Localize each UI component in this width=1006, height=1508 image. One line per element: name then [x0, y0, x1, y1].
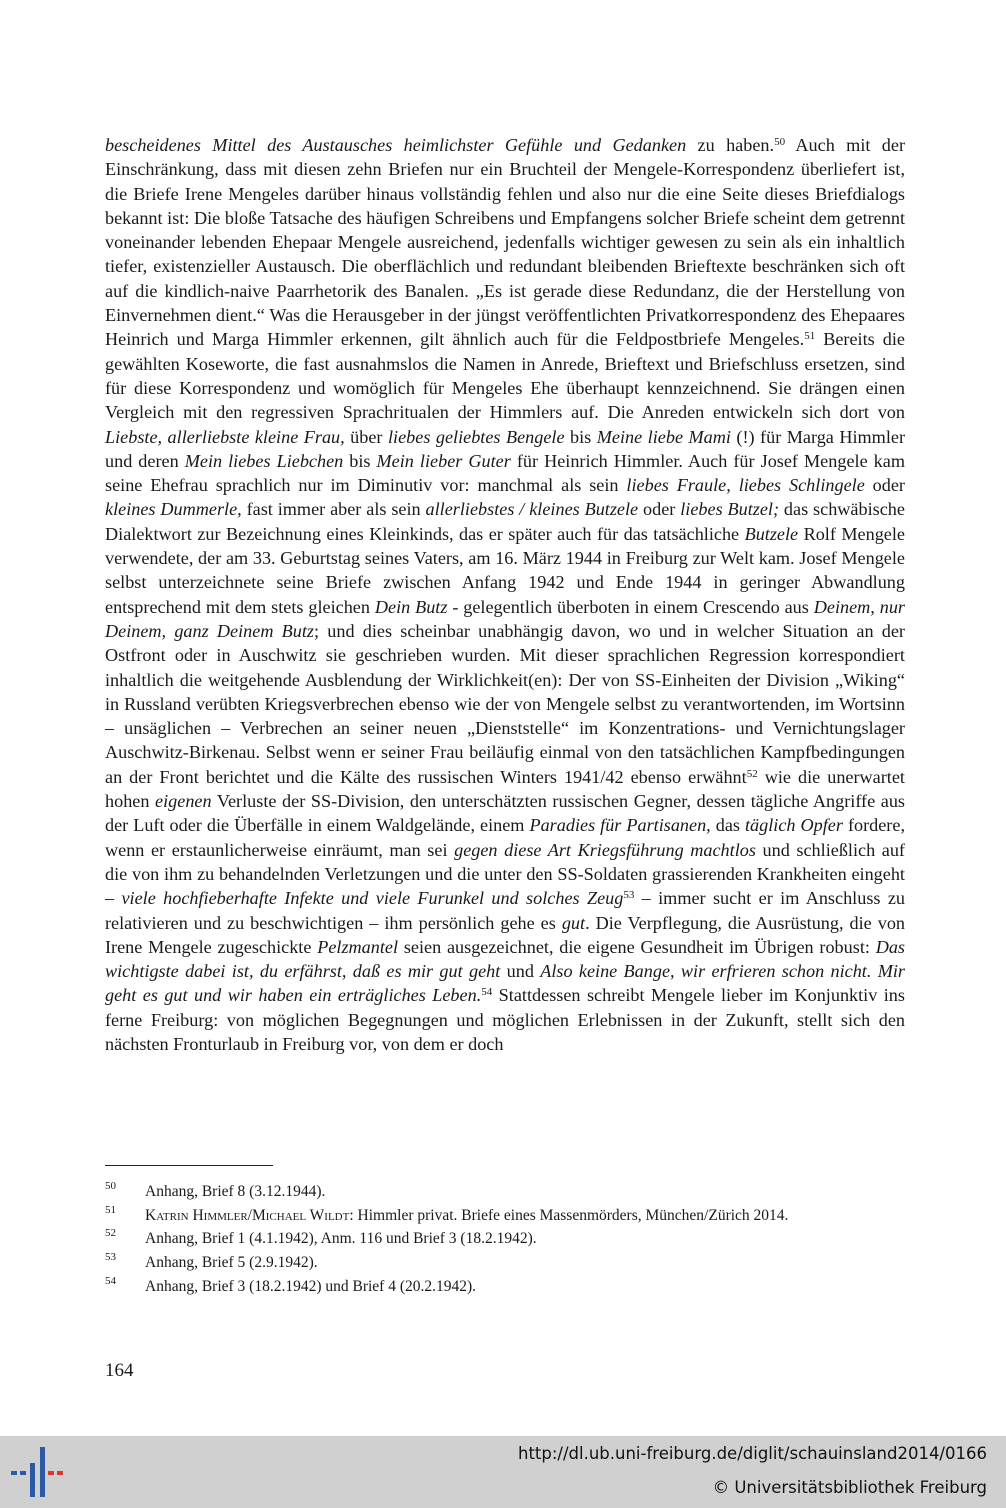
footer-bar	[0, 1436, 1006, 1508]
footnote-number: 51	[105, 1203, 116, 1216]
permalink-url[interactable]: http://dl.ub.uni-freiburg.de/diglit/schauinsland2014/0166	[517, 1444, 987, 1463]
footnote-text: Anhang, Brief 1 (4.1.1942), Anm. 116 und Brief 3 (18.2.1942).	[145, 1230, 537, 1248]
footnote-number: 53	[105, 1251, 116, 1264]
body-paragraph: bescheidenes Mittel des Austausches heimlichster Gefühle und Gedanken zu haben.$^{50}$ Auch mit der Einschränkung, dass mit diesen zehn Briefen nur ein Bruchteil der Mengele-Korrespondenz überliefert ist, die Briefe Irene Mengeles darüber hinaus vollständig fehlen und also nur die eine Seite dieses Briefdialogs bekannt ist: Die bloße Tatsache des häufigen Schreibens und Empfangens solcher Briefe scheint dem getrennt voneinander lebenden Ehepaar Mengele ausreichend, jedenfalls wichtiger gewesen zu sein als ein inhaltlich tiefer, existenzieller Austausch. Die oberflächlich und redundant bleibenden Brieftexte beschränken sich oft auf die kindlich-naive Paarrhetorik des Banalen. „Es ist gerade diese Redundanz, die der Herstellung von Einvernehmen dient.“ Was die Herausgeber in der jüngst veröffentlichten Privatkorrespondenz des Ehepaares Heinrich und Marga Himmler erkennen, gilt ähnlich auch für die Feldpostbriefe Mengeles.$^{51}$ Bereits die gewählten Koseworte, die fast ausnahmslos die Namen in Anrede, Brieftext und Briefschluss ersetzen, sind für diese Korrespondenz und womöglich für Mengeles Ehe überhaupt kennzeichnend. Sie drängen einen Vergleich mit den regressiven Sprachritualen der Himmlers auf. Die Anreden entwickeln sich dort von Liebste, allerliebste kleine Frau, über liebes geliebtes Bengele bis Meine liebe Mami (!) für Marga Himmler und deren Mein liebes Liebchen bis Mein lieber Guter für Heinrich Himmler. Auch für Josef Mengele kam seine Ehefrau sprachlich nur im Diminutiv vor: manchmal als sein liebes Fraule, liebes Schlingele oder kleines Dummerle, fast immer aber als sein allerliebstes / kleines Butzele oder liebes Butzel; das schwäbische Dialektwort zur Bezeichnung eines Kleinkinds, das er später auch für das tatsächliche Butzele Rolf Mengele verwendete, der am 33. Geburtstag seines Vaters, am 16. März 1944 in Freiburg zur Welt kam. Josef Mengele selbst unterzeichnete seine Briefe zwischen Anfang 1942 und Ende 1944 in geringer Abwandlung entsprechend mit dem stets gleichen Dein Butz - gelegentlich überboten in einem Crescendo aus Deinem, nur Deinem, ganz Deinem Butz; und dies scheinbar unabhängig davon, wo und in welcher Situation an der Ostfront oder in Auschwitz sie geschrieben wurden. Mit dieser sprachlichen Regression korrespondiert inhaltlich die weitgehende Ausblendung der Wirklichkeit(en): Der von SS-Einheiten der Division „Wiking“ in Russland verübten Kriegsverbrechen ebenso wie der von Mengele selbst zu verantwortenden, im Wortsinn – unsäglichen – Verbrechen an seiner neuen „Dienststelle“ im Konzentrations- und Vernichtungslager Auschwitz-Birkenau. Selbst wenn er seiner Frau beiläufig einmal von den tatsächlichen Kampfbedingungen an der Front berichtet und die Kälte des russischen Winters 1941/42 ebenso erwähnt$^{52}$ wie die unerwartet hohen eigenen Verluste der SS-Division, den unterschätzten russischen Gegner, dessen tägliche Angriffe aus der Luft oder die Überfälle in einem Waldgelände, einem Paradies für Partisanen, das täglich Opfer fordere, wenn er erstaunlicherweise einräumt, man sei gegen diese Art Kriegsführung machtlos und schließlich auf die von ihm zu behandelnden Verletzungen und die unter den SS-Soldaten grassierenden Krankheiten eingeht – viele hochfieberhafte Infekte und viele Furunkel und solches Zeug$^{53}$ – immer sucht er im Anschluss zu relativieren und zu beschwichtigen – ihm persönlich gehe es gut. Die Verpflegung, die Ausrüstung, die von Irene Mengele zugeschickte Pelzmantel seien ausgezeichnet, die eigene Gesundheit im Übrigen robust: Das wichtigste dabei ist, du erfährst, daß es mir gut geht und Also keine Bange, wir erfrieren schon nicht. Mir geht es gut und wir haben ein erträgliches Leben.$^{54}$ Stattdessen schreibt Mengele lieber im Konjunktiv ins ferne Freiburg: von möglichen Begegnungen und möglichen Erlebnissen in der Zukunft, stellt sich den nächsten Fronturlaub in Freiburg vor, von dem er doch	[105, 135, 906, 1054]
footnote	[105, 1227, 905, 1254]
footnote-text: Anhang, Brief 8 (3.12.1944).	[145, 1183, 326, 1200]
footnote-divider	[105, 1165, 273, 1166]
footnotes	[105, 1180, 905, 1301]
footnote-number: 50	[105, 1180, 116, 1192]
footnote-number: 52	[105, 1227, 116, 1240]
ub-freiburg-logo-icon[interactable]	[10, 1445, 64, 1499]
page-number: 164	[105, 1360, 134, 1381]
footnote	[105, 1180, 905, 1207]
footnote-text: Anhang, Brief 3 (18.2.1942) und Brief 4 (20.2.1942).	[145, 1277, 477, 1295]
body-text	[105, 133, 905, 1056]
footnote-text: Katrin Himmler/Michael Wildt: Himmler privat. Briefe eines Massenmörders, München/Zürich 2014.	[145, 1206, 789, 1224]
copyright-text: © Universitätsbibliothek Freiburg	[712, 1478, 987, 1497]
footnote	[105, 1203, 905, 1231]
footnote-text: Anhang, Brief 5 (2.9.1942).	[145, 1254, 318, 1272]
footnote	[105, 1274, 905, 1302]
footnote	[105, 1251, 905, 1278]
footnote-number: 54	[105, 1274, 116, 1287]
